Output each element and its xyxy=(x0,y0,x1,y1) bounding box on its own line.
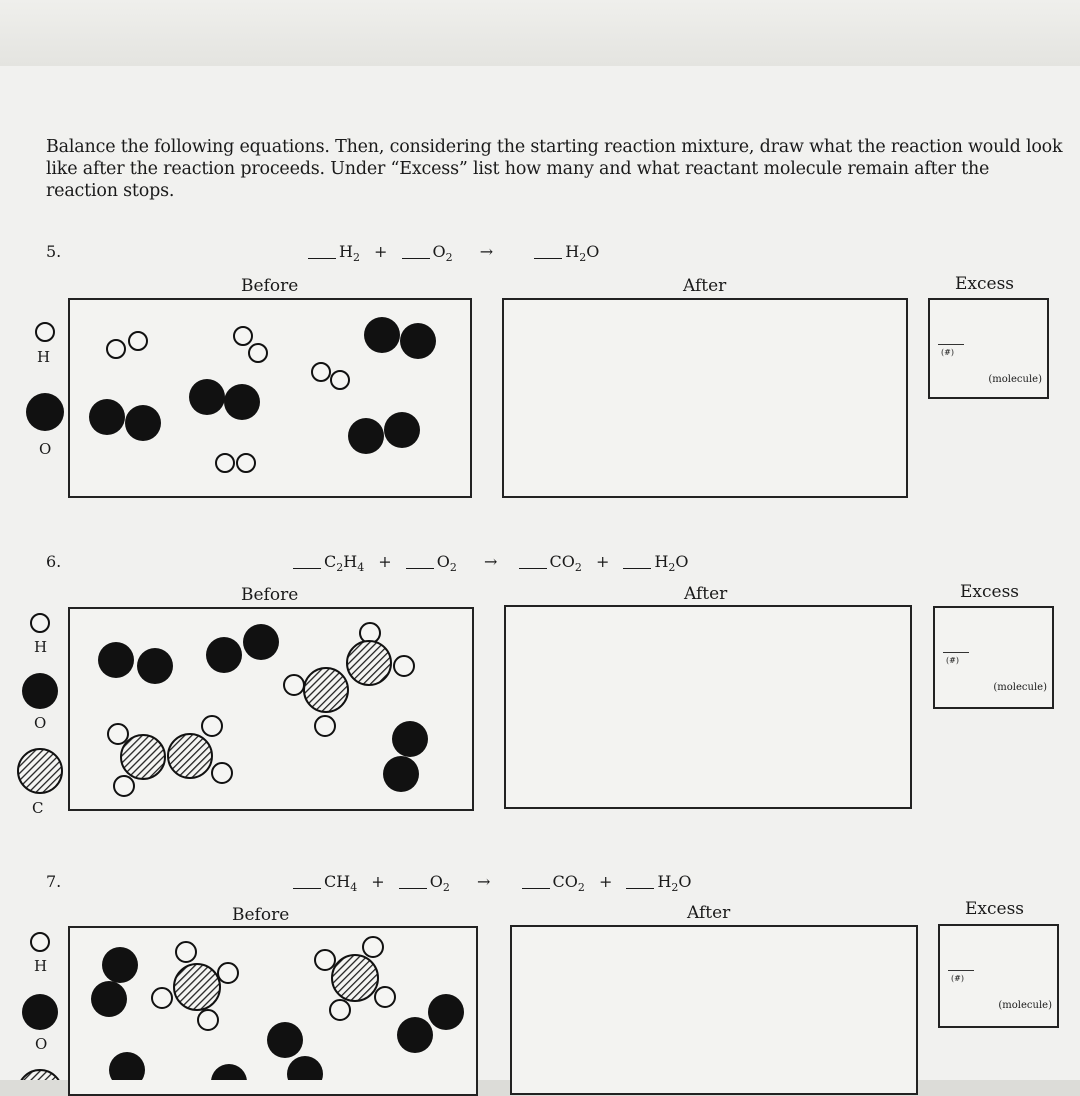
ethylene-molecule xyxy=(108,716,232,796)
before-label: Before xyxy=(241,276,299,296)
excess-label: Excess xyxy=(955,274,1015,294)
oxygen-molecule xyxy=(98,642,173,684)
ethylene-molecule xyxy=(284,623,414,736)
excess-number-caption: (#) xyxy=(951,974,964,983)
legend-hydrogen-label: H xyxy=(34,638,48,656)
before-label: Before xyxy=(232,905,290,925)
legend-oxygen-label: O xyxy=(39,440,52,458)
legend-carbon-label: C xyxy=(32,799,44,817)
oxygen-molecule xyxy=(267,1022,323,1080)
problem-7-number: 7. xyxy=(46,872,62,891)
oxygen-molecule xyxy=(348,412,420,454)
legend-oxygen-atom xyxy=(22,994,58,1030)
hydrogen-molecule xyxy=(234,327,267,362)
after-label: After xyxy=(687,903,731,923)
problem-5-number: 5. xyxy=(46,242,62,261)
before-label: Before xyxy=(241,585,299,605)
after-label: After xyxy=(684,584,728,604)
instructions-text: Balance the following equations. Then, considering the starting reaction mixture, draw what the reaction would look like after the reaction proceeds. Under “Excess” list how many and what reactant molecule remain after the reaction stops. xyxy=(46,137,1063,201)
excess-label: Excess xyxy=(960,582,1020,602)
after-label: After xyxy=(683,276,727,296)
legend-oxygen-atom xyxy=(26,393,64,431)
legend-oxygen-label: O xyxy=(34,714,47,732)
problem-6-equation: $C_2H_4 + O_2 \to CO_2 + H_2O$ xyxy=(293,552,689,574)
legend-hydrogen-atom xyxy=(31,614,49,632)
hydrogen-molecule xyxy=(107,332,147,358)
oxygen-molecule xyxy=(91,947,138,1017)
excess-molecule-caption: (molecule) xyxy=(988,374,1042,385)
legend-hydrogen-label: H xyxy=(37,348,51,366)
excess-number-caption: (#) xyxy=(946,656,959,665)
legend-carbon-atom xyxy=(18,749,62,793)
oxygen-molecule xyxy=(397,994,464,1053)
hydrogen-molecule xyxy=(216,454,255,472)
methane-molecule xyxy=(152,942,238,1030)
legend-hydrogen-atom xyxy=(31,933,49,951)
hydrogen-molecule xyxy=(312,363,349,389)
oxygen-molecule xyxy=(89,399,161,441)
legend-oxygen-atom xyxy=(22,673,58,709)
legend-hydrogen-label: H xyxy=(34,957,48,975)
legend-hydrogen-atom xyxy=(36,323,54,341)
excess-number-caption: (#) xyxy=(941,348,954,357)
legend-oxygen-label: O xyxy=(35,1035,48,1053)
excess-molecule-caption: (molecule) xyxy=(998,1000,1052,1011)
excess-molecule-caption: (molecule) xyxy=(993,682,1047,693)
oxygen-molecule xyxy=(383,721,428,792)
oxygen-molecule xyxy=(364,317,436,359)
methane-molecule xyxy=(315,937,395,1020)
oxygen-molecule xyxy=(109,1052,247,1080)
problem-5-equation: $H_2 + O_2 \to H_2O$ xyxy=(308,242,599,264)
excess-label: Excess xyxy=(965,899,1025,919)
problem-7-equation: $CH_4 + O_2 \to CO_2 + H_2O$ xyxy=(293,872,692,894)
oxygen-molecule xyxy=(206,624,279,673)
oxygen-molecule xyxy=(189,379,260,420)
problem-6-number: 6. xyxy=(46,552,62,571)
legend-carbon-atom xyxy=(18,1070,62,1080)
